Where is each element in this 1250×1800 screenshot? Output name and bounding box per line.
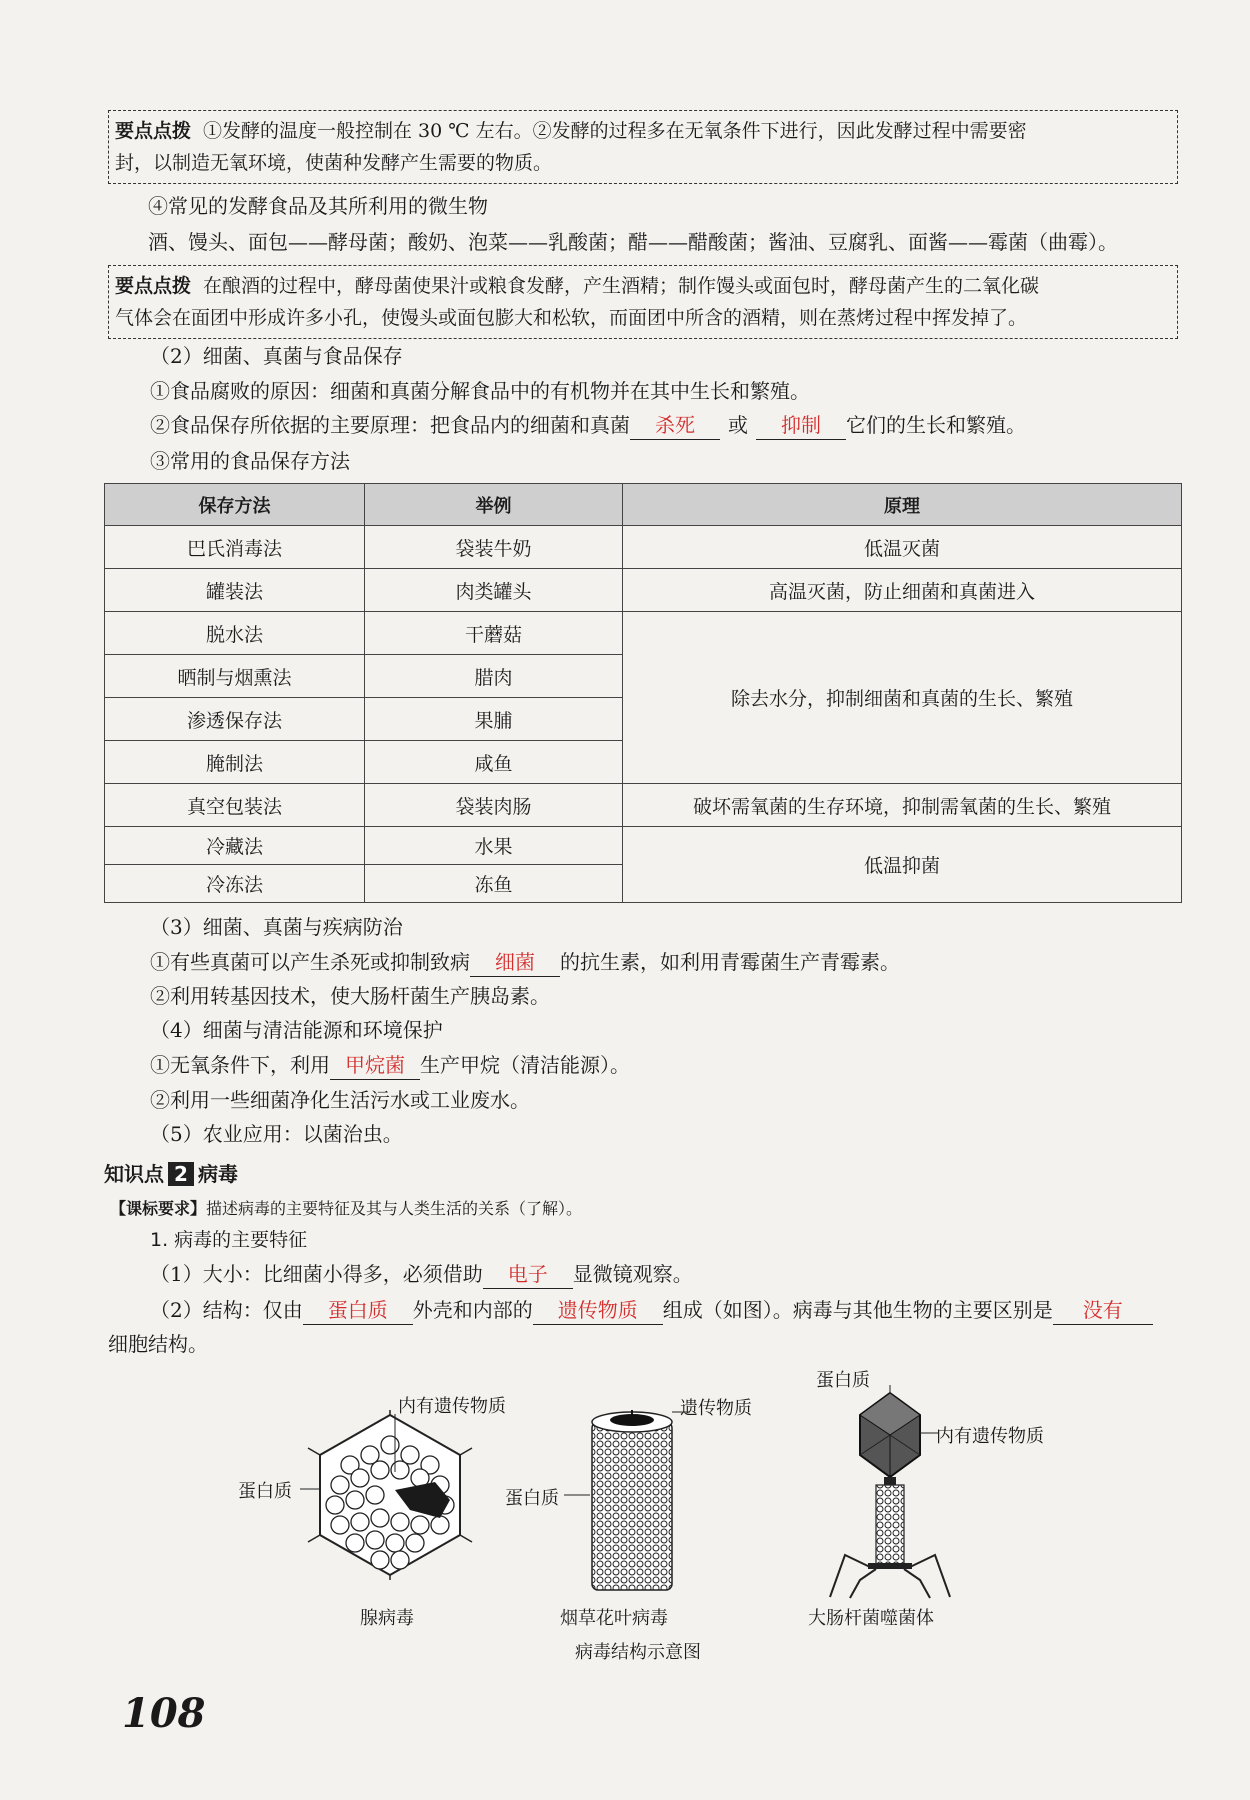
section-heading: （4）细菌与清洁能源和环境保护 — [150, 1018, 443, 1042]
answer-blank: 抑制 — [756, 411, 846, 440]
method-cell: 晒制与烟熏法 — [105, 655, 365, 698]
principle-cell: 高温灭菌，防止细菌和真菌进入 — [623, 569, 1182, 612]
label-genetic-material: 内有遗传物质 — [936, 1426, 1044, 1447]
tip-text: ①发酵的温度一般控制在 30 ℃ 左右。②发酵的过程多在无氧条件下进行，因此发酵过程中需要密 — [203, 120, 1027, 142]
text: 生产甲烷（清洁能源）。 — [420, 1053, 630, 1077]
paragraph: ②利用转基因技术，使大肠杆菌生产胰岛素。 — [150, 984, 550, 1008]
req-text: 描述病毒的主要特征及其与人类生活的关系（了解）。 — [206, 1199, 583, 1218]
knowledge-point-heading — [104, 1158, 238, 1187]
paragraph: ②利用一些细菌净化生活污水或工业废水。 — [150, 1088, 530, 1112]
header-cell: 举例 — [365, 484, 623, 526]
fill-in-sentence — [150, 948, 900, 977]
method-cell: 渗透保存法 — [105, 698, 365, 741]
paragraph: ③常用的食品保存方法 — [150, 449, 350, 473]
method-cell: 罐装法 — [105, 569, 365, 612]
key-tip-box-2 — [108, 265, 1178, 339]
virus-name: 烟草花叶病毒 — [560, 1608, 668, 1629]
tip-text: 在酿酒的过程中，酵母菌使果汁或粮食发酵，产生酒精；制作馒头或面包时，酵母菌产生的二氧化碳 — [203, 275, 1040, 297]
paragraph: （5）农业应用：以菌治虫。 — [150, 1122, 403, 1146]
method-cell: 腌制法 — [105, 741, 365, 784]
fill-in-sentence — [150, 1260, 693, 1289]
example-cell: 腊肉 — [365, 655, 623, 698]
text: 外壳和内部的 — [412, 1298, 533, 1322]
table-row — [105, 569, 1182, 612]
fill-in-sentence — [150, 411, 1026, 440]
text: （2）结构：仅由 — [150, 1298, 303, 1322]
table-row — [105, 827, 1182, 865]
tip-tag: 要点点拨 — [115, 120, 192, 142]
example-cell: 袋装肉肠 — [365, 784, 623, 827]
answer-blank: 杀死 — [630, 411, 720, 440]
bacteriophage-illustration — [820, 1385, 960, 1600]
principle-cell: 破坏需氧菌的生存环境，抑制需氧菌的生长、繁殖 — [623, 784, 1182, 827]
label-protein: 蛋白质 — [238, 1481, 292, 1502]
virus-name: 大肠杆菌噬菌体 — [808, 1608, 934, 1629]
tobacco-mosaic-virus-illustration — [580, 1400, 690, 1600]
method-cell: 真空包装法 — [105, 784, 365, 827]
label-protein: 蛋白质 — [505, 1488, 559, 1509]
label-genetic-material: 内有遗传物质 — [398, 1396, 506, 1417]
principle-cell: 低温抑菌 — [623, 827, 1182, 903]
text: ①有些真菌可以产生杀死或抑制致病 — [150, 950, 470, 974]
section-heading: （2）细菌、真菌与食品保存 — [150, 344, 403, 368]
text: ②食品保存所依据的主要原理：把食品内的细菌和真菌 — [150, 413, 630, 437]
label-genetic-material: 遗传物质 — [680, 1398, 752, 1419]
table-row — [105, 784, 1182, 827]
kp-title: 病毒 — [198, 1162, 238, 1186]
example-cell: 袋装牛奶 — [365, 526, 623, 569]
answer-blank: 电子 — [483, 1260, 573, 1289]
answer-blank: 细菌 — [470, 948, 560, 977]
example-cell: 咸鱼 — [365, 741, 623, 784]
text: （1）大小：比细菌小得多，必须借助 — [150, 1262, 483, 1286]
principle-cell: 除去水分，抑制细菌和真菌的生长、繁殖 — [623, 612, 1182, 784]
kp-number-badge: 2 — [168, 1162, 194, 1186]
req-tag: 【课标要求】 — [110, 1199, 207, 1218]
header-cell: 原理 — [623, 484, 1182, 526]
answer-blank: 甲烷菌 — [330, 1051, 420, 1080]
table-header-row — [105, 484, 1182, 526]
answer-blank: 没有 — [1053, 1296, 1153, 1325]
paragraph: ①食品腐败的原因：细菌和真菌分解食品中的有机物并在其中生长和繁殖。 — [150, 379, 810, 403]
fill-in-sentence — [150, 1296, 1153, 1325]
answer-blank: 遗传物质 — [533, 1296, 663, 1325]
table-row — [105, 526, 1182, 569]
principle-cell: 低温灭菌 — [623, 526, 1182, 569]
subheading: 1. 病毒的主要特征 — [150, 1229, 308, 1251]
answer-blank: 蛋白质 — [303, 1296, 413, 1325]
preservation-table — [104, 483, 1182, 903]
example-cell: 肉类罐头 — [365, 569, 623, 612]
example-cell: 水果 — [365, 827, 623, 865]
curriculum-requirement — [110, 1196, 582, 1219]
text: 的抗生素，如利用青霉菌生产青霉素。 — [560, 950, 900, 974]
kp-prefix: 知识点 — [104, 1162, 164, 1186]
tip-tag: 要点点拨 — [115, 275, 192, 297]
text: 显微镜观察。 — [572, 1262, 693, 1286]
example-cell: 果脯 — [365, 698, 623, 741]
example-cell: 干蘑菇 — [365, 612, 623, 655]
method-cell: 脱水法 — [105, 612, 365, 655]
figure-caption: 病毒结构示意图 — [575, 1642, 701, 1663]
text: 它们的生长和繁殖。 — [846, 413, 1026, 437]
text: 或 — [728, 413, 748, 437]
fill-in-sentence — [150, 1051, 630, 1080]
tmv-pointer — [562, 1484, 592, 1504]
tip-text: 气体会在面团中形成许多小孔，使馒头或面包膨大和松软，而面团中所含的酒精，则在蒸烤过程中挥发掉了。 — [115, 307, 1028, 329]
tip-text: 封，以制造无氧环境，使菌种发酵产生需要的物质。 — [115, 152, 553, 174]
text: 组成（如图）。病毒与其他生物的主要区别是 — [662, 1298, 1053, 1322]
paragraph: 细胞结构。 — [108, 1332, 208, 1356]
section-heading: ④常见的发酵食品及其所利用的微生物 — [148, 194, 488, 218]
method-cell: 冷藏法 — [105, 827, 365, 865]
text: ①无氧条件下，利用 — [150, 1053, 330, 1077]
page-number: 108 — [122, 1690, 206, 1737]
method-cell: 冷冻法 — [105, 865, 365, 903]
key-tip-box-1 — [108, 110, 1178, 184]
header-cell: 保存方法 — [105, 484, 365, 526]
label-protein: 蛋白质 — [816, 1370, 870, 1391]
section-heading: （3）细菌、真菌与疾病防治 — [150, 915, 403, 939]
paragraph: 酒、馒头、面包——酵母菌；酸奶、泡菜——乳酸菌；醋——醋酸菌；酱油、豆腐乳、面酱——霉菌（曲霉）。 — [148, 230, 1118, 254]
method-cell: 巴氏消毒法 — [105, 526, 365, 569]
table-row — [105, 612, 1182, 655]
example-cell: 冻鱼 — [365, 865, 623, 903]
virus-name: 腺病毒 — [360, 1608, 414, 1629]
